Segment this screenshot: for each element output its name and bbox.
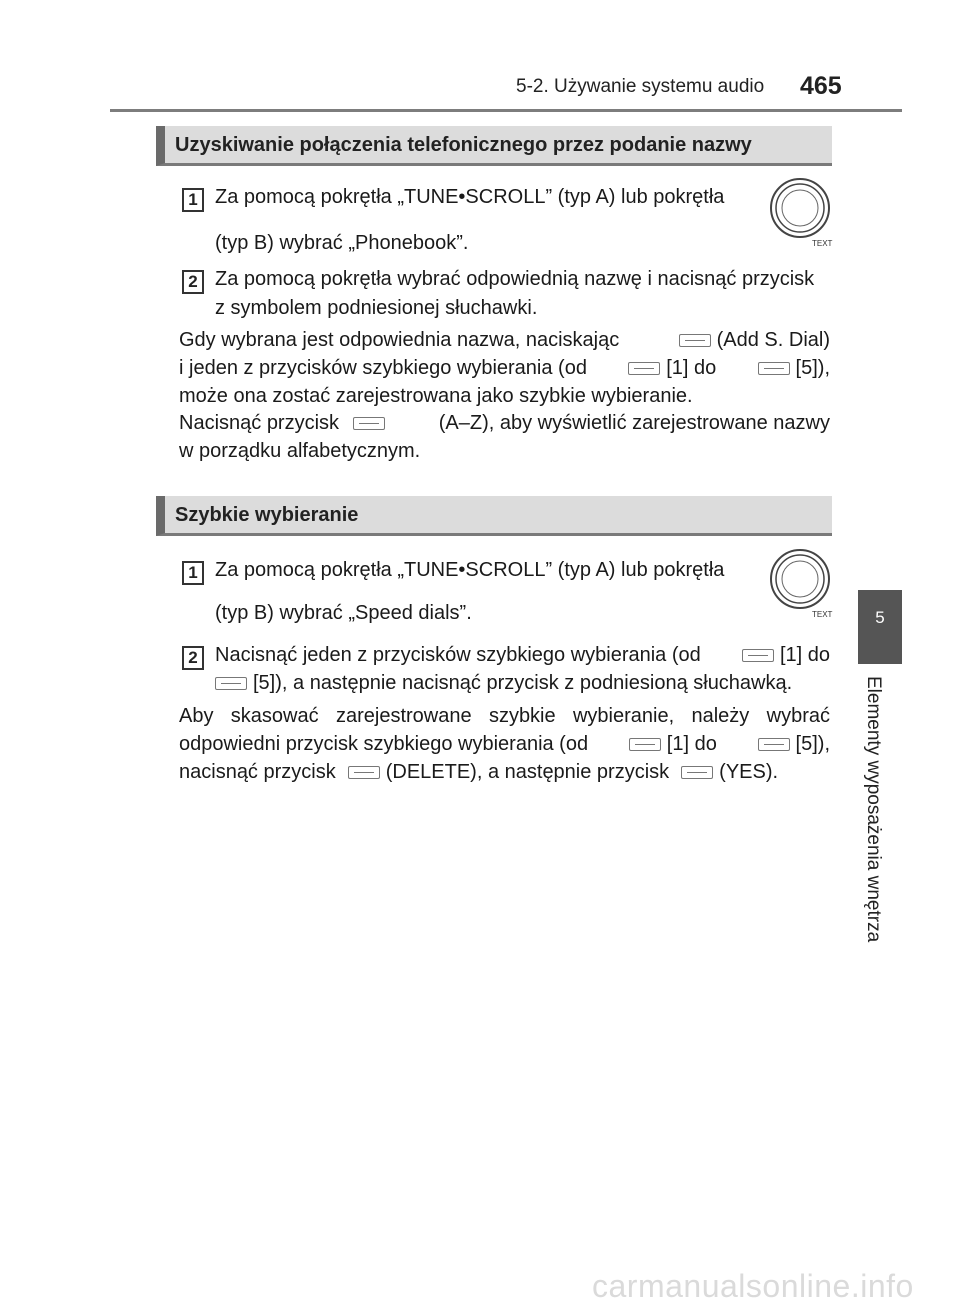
- text-span: [1] do: [666, 733, 717, 755]
- running-header-section: 5-2. Używanie systemu audio: [516, 76, 765, 97]
- button-icon: [758, 738, 790, 751]
- inline-group: [736, 640, 830, 670]
- paragraph-line: [179, 353, 830, 383]
- chapter-tab-label: Elementy wyposażenia wnętrza: [863, 676, 884, 943]
- watermark-text: carmanualsonline.info: [592, 1268, 914, 1304]
- text-span: [5]),: [795, 357, 830, 379]
- section-heading-call-by-name: [156, 126, 832, 166]
- text-span: [5]), a następnie nacisnąć przycisk z podniesioną słuchawką.: [253, 672, 793, 694]
- step-text-line: [215, 640, 830, 670]
- text-span: Gdy wybrana jest odpowiednia nazwa, naciskając: [179, 329, 620, 351]
- text-span: (Add S. Dial): [716, 329, 830, 351]
- inline-group: [752, 353, 830, 383]
- text-span: Nacisnąć jeden z przycisków szybkiego wybierania (od: [215, 644, 701, 666]
- button-icon: [681, 766, 713, 779]
- text-span: odpowiedni przycisk szybkiego wybierania (od: [179, 733, 589, 755]
- button-icon: [215, 677, 247, 690]
- text-span: nacisnąć przycisk: [179, 761, 336, 783]
- button-icon: [629, 738, 661, 751]
- step-number-box: 2: [182, 270, 204, 294]
- chapter-tab-label-wrap: [862, 676, 896, 956]
- button-icon: [758, 362, 790, 375]
- text-span: (DELETE), a następnie przycisk: [385, 761, 670, 783]
- text-span: (A–Z), aby wyświetlić zarejestrowane nazwy: [438, 412, 830, 434]
- section-heading-speed-dial: [156, 496, 832, 536]
- paragraph-line: Aby skasować zarejestrowane szybkie wybieranie, należy wybrać: [179, 705, 830, 727]
- text-span: [5]),: [795, 733, 830, 755]
- header-rule: [110, 109, 902, 112]
- step-number-box: 1: [182, 188, 204, 212]
- section-heading-text: Szybkie wybieranie: [175, 504, 359, 526]
- text-span: Nacisnąć przycisk: [179, 412, 340, 434]
- inline-group: [179, 408, 391, 438]
- text-span: [1] do: [666, 357, 717, 379]
- button-icon: [628, 362, 660, 375]
- text-span: [1] do: [779, 644, 830, 666]
- page-number: 465: [800, 72, 842, 100]
- step-text-line: [215, 668, 830, 698]
- paragraph-line: [179, 408, 830, 438]
- button-icon: [353, 417, 385, 430]
- tune-knob-icon: [768, 176, 838, 248]
- inline-group: [623, 729, 717, 759]
- chapter-tab-number: 5: [875, 608, 885, 627]
- step-number-box: 1: [182, 561, 204, 585]
- paragraph-line: może ona zostać zarejestrowana jako szybkie wybieranie.: [179, 385, 693, 407]
- text-span: (YES).: [719, 761, 779, 783]
- button-icon: [679, 334, 711, 347]
- button-icon: [348, 766, 380, 779]
- step-text: (typ B) wybrać „Phonebook”.: [215, 232, 469, 254]
- inline-group: [752, 729, 830, 759]
- step-number-box: 2: [182, 646, 204, 670]
- text-span: i jeden z przycisków szybkiego wybierania (od: [179, 357, 587, 379]
- paragraph-line: [179, 757, 778, 787]
- step-text: Za pomocą pokrętła „TUNE•SCROLL” (typ A) lub pokrętła: [215, 559, 725, 581]
- paragraph-line: w porządku alfabetycznym.: [179, 440, 421, 462]
- section-heading-text: Uzyskiwanie połączenia telefonicznego przez podanie nazwy: [175, 134, 752, 156]
- tune-knob-icon: [768, 547, 838, 619]
- step-text: z symbolem podniesionej słuchawki.: [215, 297, 538, 319]
- inline-group: [622, 353, 716, 383]
- paragraph-line: [179, 729, 830, 759]
- paragraph-line: [179, 325, 830, 355]
- knob-text-label: TEXT: [812, 610, 833, 619]
- step-text: Za pomocą pokrętła wybrać odpowiednią nazwę i nacisnąć przycisk: [215, 268, 815, 290]
- inline-group: [673, 325, 830, 355]
- step-text: (typ B) wybrać „Speed dials”.: [215, 602, 472, 624]
- step-text: Za pomocą pokrętła „TUNE•SCROLL” (typ A) lub pokrętła: [215, 186, 725, 208]
- button-icon: [742, 649, 774, 662]
- knob-text-label: TEXT: [812, 239, 833, 248]
